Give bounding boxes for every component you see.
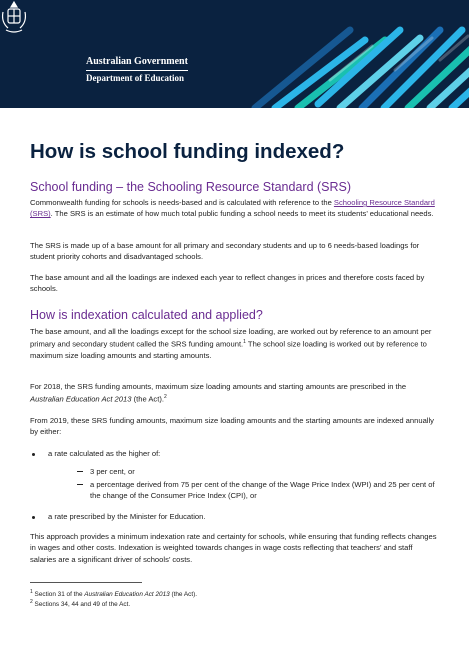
sub-bullet-wpi-cpi: a percentage derived from 75 per cent of the change of the Wage Price Index (WPI) and 25 per cent of the change of the Consumer Price Index (CPI), or [90,480,435,501]
footnote-divider [30,582,142,583]
header-banner [0,0,469,108]
agency-line1: Australian Government [86,56,188,67]
agency-line2: Department of Education [86,70,188,85]
srs-link[interactable]: Schooling Resource Standard (SRS) [30,198,435,219]
paragraph-srs-intro: Commonwealth funding for schools is needs-based and is calculated with reference to the Schooling Resource Standard (SRS). The SRS is an estimate of how much total public funding a school needs to meet its students’ educational needs. [30,198,435,219]
paragraph-srs-indexed: The base amount and all the loadings are indexed each year to reflect changes in prices and therefore costs faced by schools. [30,273,425,294]
decorative-stripes [0,0,469,108]
bullet-higher-rate: a rate calculated as the higher of: [48,449,161,458]
dash-marker [77,484,83,485]
page-title: How is school funding indexed? [30,140,345,163]
section-heading-srs: School funding – the Schooling Resource Standard (SRS) [30,180,352,194]
dash-marker [77,471,83,472]
coat-of-arms-icon [0,0,28,38]
bullet-dot [32,516,35,519]
bullet-minister-rate: a rate prescribed by the Minister for Education. [48,512,206,521]
footnote-ref-2[interactable]: 2 [163,394,167,401]
paragraph-indexation-basis: The base amount, and all the loadings except for the school size loading, are worked out by reference to an amount per primary and secondary student called the SRS funding amount.$^1$ The school size loading is worked out by reference to maximum size loading amounts and starting amounts. [30,327,432,361]
footnote-ref-1[interactable]: 1 [243,339,246,346]
section-heading-indexation: How is indexation calculated and applied? [30,308,263,322]
footnote-2: $^2$ Sections 34, 44 and 49 of the Act. [30,599,131,609]
sub-bullet-3-percent: 3 per cent, or [90,467,135,476]
paragraph-2019: From 2019, these SRS funding amounts, maximum size loading amounts and the starting amounts are indexed annually by either: [30,416,434,437]
footnote-1: $^1$ Section 31 of the Australian Education Act 2013 (the Act). [30,589,198,599]
bullet-dot [32,453,35,456]
paragraph-2018: For 2018, the SRS funding amounts, maximum size loading amounts and starting amounts are prescribed in the Australian Education Act 2013 (the Act).$^2$ [30,382,407,404]
paragraph-srs-components: The SRS is made up of a base amount for all primary and secondary students and up to 6 needs-based loadings for student priority cohorts and disadvantaged schools. [30,241,420,262]
agency-name [86,56,188,85]
paragraph-approach: This approach provides a minimum indexation rate and certainty for schools, while ensuring that funding reflects changes in wages and other costs. Indexation is weighted towards changes in wage costs reflecting that teachers’ and staff salaries are a significant driver of schools’ costs. [30,532,437,564]
